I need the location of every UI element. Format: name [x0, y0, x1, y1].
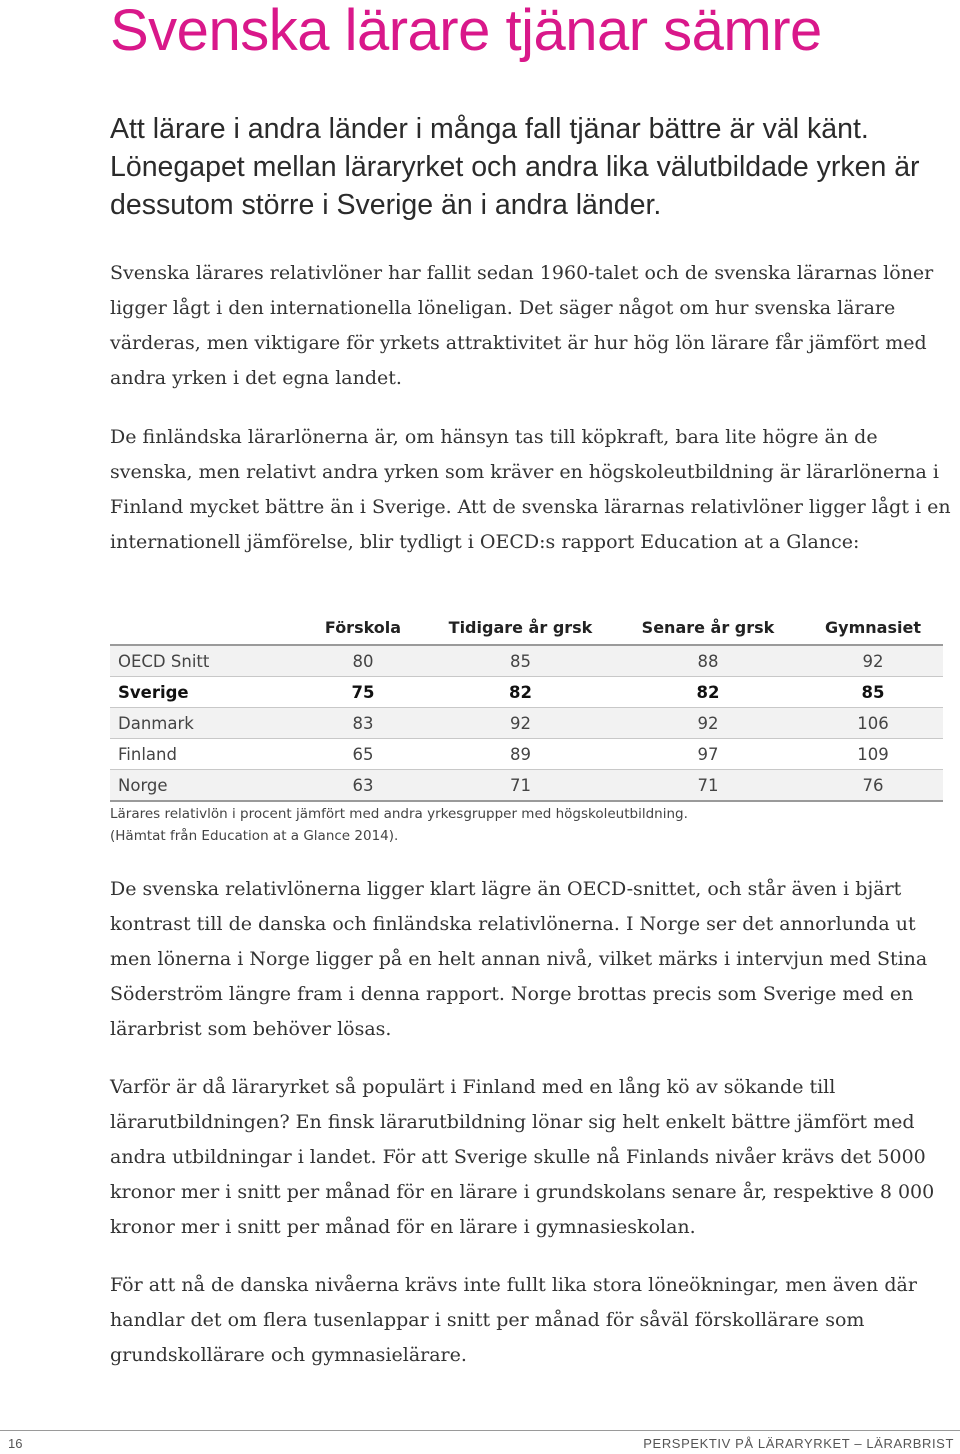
table-row — [110, 739, 943, 770]
row-country: OECD Snitt — [110, 645, 298, 677]
table-caption — [110, 803, 688, 847]
table-row — [110, 645, 943, 677]
body-paragraph-4: Varför är då läraryrket så populärt i Finland med en lång kö av sökande till lärarutbildningen? En finsk lärarutbildning lönar sig helt enkelt bättre jämfört med andra utbildningar i landet. För att Sverige skulle nå Finlands nivåer krävs det 5000 kronor mer i snitt per månad för en lärare i grundskolans senare år, respektive 8 000 kronor mer i snitt per månad för en lärare i gymnasieskolan. — [110, 1076, 935, 1238]
cell-senare: 97 — [613, 739, 803, 770]
cell-gymnasiet: 85 — [803, 677, 943, 708]
row-country: Norge — [110, 770, 298, 802]
relative-salary-table — [110, 610, 943, 802]
table-header-tidigare: Tidigare år grsk — [428, 610, 613, 645]
cell-gymnasiet: 109 — [803, 739, 943, 770]
cell-gymnasiet: 92 — [803, 645, 943, 677]
table-caption-line-2: (Hämtat från Education at a Glance 2014). — [110, 828, 399, 844]
cell-tidigare: 71 — [428, 770, 613, 802]
cell-senare: 71 — [613, 770, 803, 802]
table-header-country — [110, 610, 298, 645]
cell-tidigare: 89 — [428, 739, 613, 770]
cell-gymnasiet: 106 — [803, 708, 943, 739]
lead-paragraph: Att lärare i andra länder i många fall tjänar bättre är väl känt. Lönegapet mellan läraryrket och andra lika välutbildade yrken är dessutom större i Sverige än i andra länder. — [110, 113, 920, 221]
cell-forskola: 75 — [298, 677, 428, 708]
row-country: Sverige — [110, 677, 298, 708]
cell-forskola: 65 — [298, 739, 428, 770]
table-header-senare: Senare år grsk — [613, 610, 803, 645]
cell-senare: 88 — [613, 645, 803, 677]
row-country: Finland — [110, 739, 298, 770]
cell-gymnasiet: 76 — [803, 770, 943, 802]
body-paragraph-2: De finländska lärarlönerna är, om hänsyn tas till köpkraft, bara lite högre än de svenska, men relativt andra yrken som kräver en högskoleutbildning är lärarlönerna i Finland mycket bättre än i Sverige. Att de svenska lärarnas relativlöner ligger lågt i en internationell jämförelse, blir tydligt i OECD:s rapport Education at a Glance: — [110, 426, 951, 553]
table-header-gymnasiet: Gymnasiet — [803, 610, 943, 645]
cell-forskola: 83 — [298, 708, 428, 739]
table-row — [110, 708, 943, 739]
body-paragraph-3: De svenska relativlönerna ligger klart lägre än OECD-snittet, och står även i bjärt kontrast till de danska och finländska relativlönerna. I Norge ser det annorlunda ut men lönerna i Norge ligger på en helt annan nivå, vilket märks i intervjun med Stina Söderström längre fram i denna rapport. Norge brottas precis som Sverige med en lärarbrist som behöver lösas. — [110, 878, 928, 1040]
table-row-highlighted — [110, 677, 943, 708]
salary-table-container — [110, 610, 943, 802]
running-footer-title: PERSPEKTIV PÅ LÄRARYRKET – LÄRARBRIST — [643, 1436, 954, 1451]
cell-forskola: 63 — [298, 770, 428, 802]
table-header-forskola: Förskola — [298, 610, 428, 645]
cell-forskola: 80 — [298, 645, 428, 677]
cell-senare: 82 — [613, 677, 803, 708]
table-caption-line-1: Lärares relativlön i procent jämfört med andra yrkesgrupper med högskoleutbildning. — [110, 806, 688, 822]
page-number: 16 — [8, 1436, 23, 1451]
body-paragraph-1: Svenska lärares relativlöner har fallit sedan 1960-talet och de svenska lärarnas löner ligger lågt i den internationella löneligan. Det säger något om hur svenska lärare värderas, men viktigare för yrkets attraktivitet är hur hög lön lärare får jämfört med andra yrken i det egna landet. — [110, 262, 934, 389]
cell-tidigare: 85 — [428, 645, 613, 677]
cell-senare: 92 — [613, 708, 803, 739]
table-row — [110, 770, 943, 802]
page-title: Svenska lärare tjänar sämre — [110, 0, 822, 63]
body-paragraph-5: För att nå de danska nivåerna krävs inte fullt lika stora löneökningar, men även där handlar det om flera tusenlappar i snitt per månad för såväl förskollärare som grundskollärare och gymnasielärare. — [110, 1274, 917, 1366]
table-header-row — [110, 610, 943, 645]
cell-tidigare: 92 — [428, 708, 613, 739]
footer-divider — [0, 1430, 960, 1431]
cell-tidigare: 82 — [428, 677, 613, 708]
row-country: Danmark — [110, 708, 298, 739]
